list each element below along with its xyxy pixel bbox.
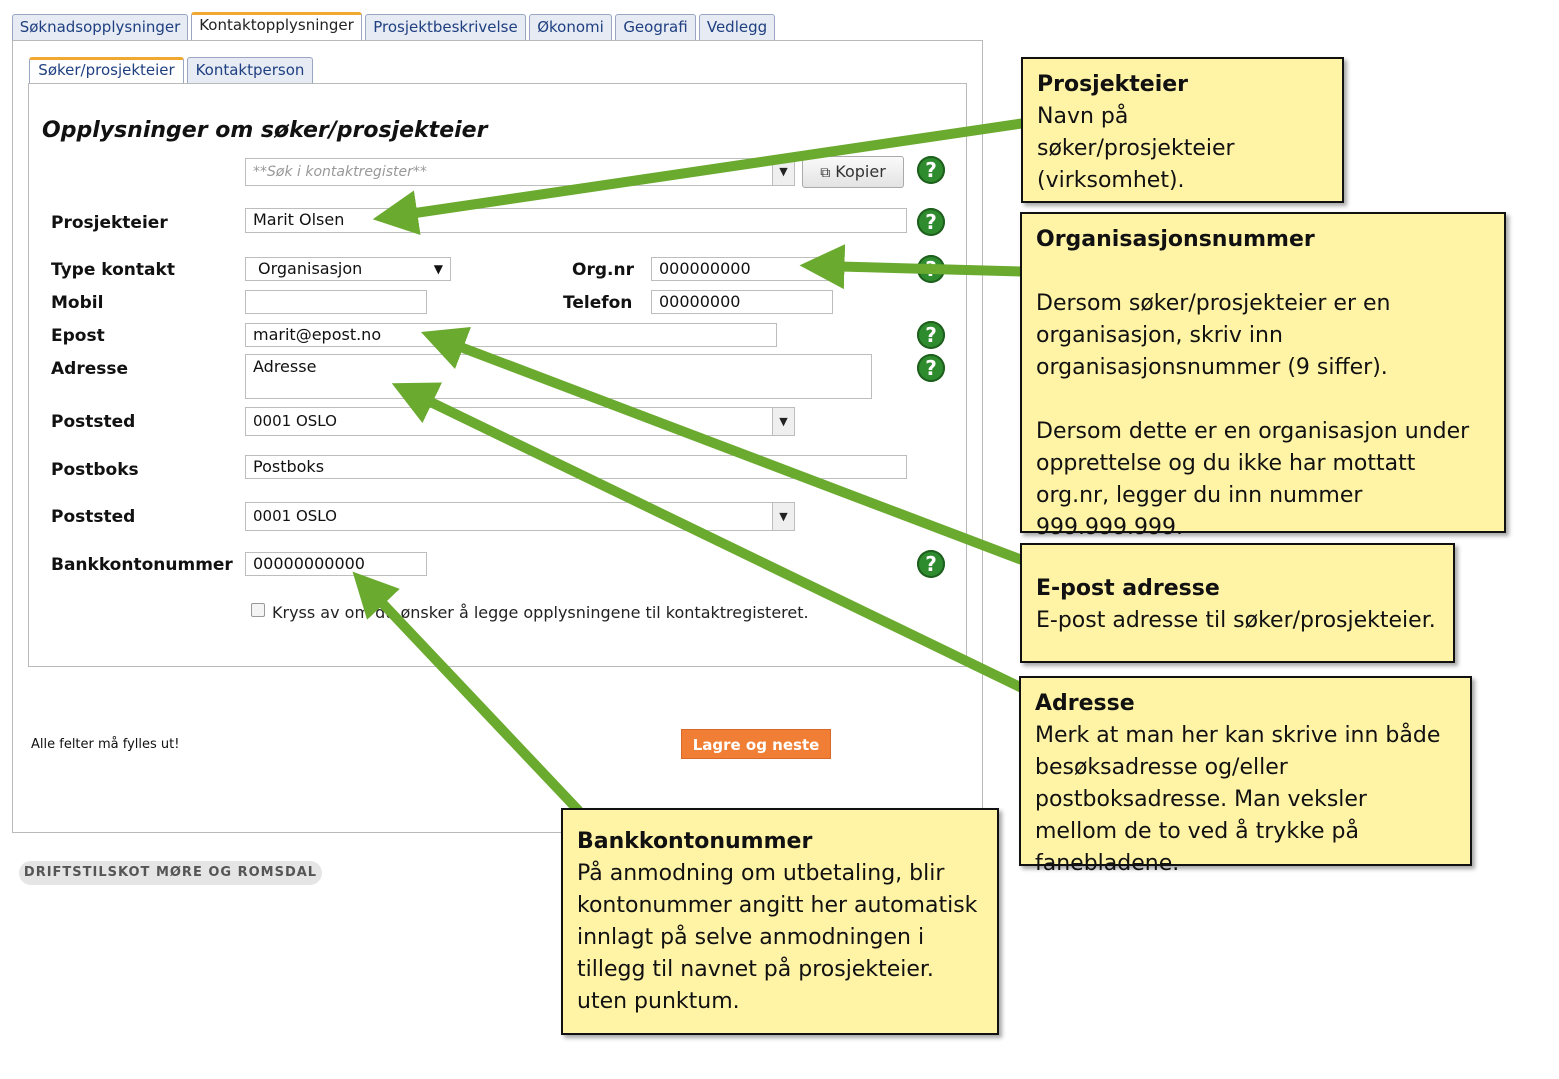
callout-title: Bankkontonummer [577,829,813,854]
epost-input[interactable]: marit@epost.no [245,323,777,347]
tab-kontaktopplysninger[interactable]: Kontaktopplysninger [191,12,362,40]
telefon-input[interactable]: 00000000 [651,290,833,314]
poststed-value: 0001 OSLO [253,507,337,525]
prosjekteier-input[interactable]: Marit Olsen [245,208,907,233]
poststed-label: Poststed [51,507,136,527]
search-placeholder: **Søk i kontaktregister** [253,164,427,180]
callout-body: E-post adresse til søker/prosjekteier. [1036,608,1436,633]
chevron-down-icon[interactable]: ▼ [772,408,794,435]
callout-body: Dersom dette er en organisasjon under opprettelse og du ikke har mottatt org.nr, legger du inn nummer 999.999.999. [1036,419,1470,540]
tab-okonomi[interactable]: Økonomi [529,14,612,40]
bankkonto-input[interactable]: 00000000000 [245,552,427,576]
tab-vedlegg[interactable]: Vedlegg [699,14,775,40]
prosjekteier-label: Prosjekteier [51,213,168,233]
epost-label: Epost [51,326,105,346]
callout-title: Prosjekteier [1037,72,1189,97]
callout-bankkonto [561,808,999,1035]
help-icon[interactable]: ? [917,208,945,236]
save-next-button[interactable]: Lagre og neste [681,729,831,759]
callout-orgnr [1020,212,1506,540]
copy-button-label: Kopier [835,162,886,181]
poststed-value: 0001 OSLO [253,412,337,430]
poststed-label: Poststed [51,412,136,432]
callout-title: Organisasjonsnummer [1036,227,1315,252]
footer-badge: DRIFTSTILSKOT MØRE OG ROMSDAL [19,861,322,885]
tab-prosjektbeskrivelse[interactable]: Prosjektbeskrivelse [365,14,526,40]
poststed-select[interactable] [245,502,795,531]
callout-title: E-post adresse [1036,576,1220,601]
copy-button[interactable] [802,156,904,188]
callout-body: Merk at man her kan skrive inn både besøksadresse og/eller postboksadresse. Man veksler mellom de to ved å trykke på fanebladene. [1035,723,1441,876]
callout-body: På anmodning om utbetaling, blir kontonummer angitt her automatisk innlagt på selve anmodningen i tillegg til navnet på prosjekteier. uten punktum. [577,861,978,1014]
callout-prosjekteier [1021,57,1344,203]
adresse-textarea[interactable]: Adresse [245,354,872,399]
help-icon[interactable]: ? [917,156,945,184]
subtab-soker-prosjekteier[interactable]: Søker/prosjekteier [29,57,184,83]
callout-epost [1020,543,1455,663]
orgnr-label: Org.nr [572,260,634,280]
tab-soknadsopplysninger[interactable]: Søknadsopplysninger [12,14,188,40]
postboks-label: Postboks [51,460,139,480]
mobil-input[interactable] [245,290,427,314]
subtab-kontaktperson[interactable]: Kontaktperson [187,57,313,83]
type-kontakt-label: Type kontakt [51,260,175,280]
adresse-label: Adresse [51,359,129,379]
callout-adresse [1019,676,1472,876]
bankkonto-label: Bankkontonummer [51,555,233,575]
mobil-label: Mobil [51,293,104,313]
telefon-label: Telefon [563,293,633,313]
add-to-register-checkbox[interactable] [251,603,265,617]
tab-geografi[interactable]: Geografi [615,14,696,40]
callout-body: Navn på søker/prosjekteier (virksomhet). [1037,104,1235,193]
help-icon[interactable]: ? [917,550,945,578]
copy-icon: ⧉ [820,165,831,181]
postboks-input[interactable]: Postboks [245,455,907,479]
callout-title: Adresse [1035,691,1135,716]
type-kontakt-value: Organisasjon [258,259,363,278]
page-title: Opplysninger om søker/prosjekteier [42,118,488,143]
help-icon[interactable]: ? [917,321,945,349]
required-note: Alle felter må fylles ut! [31,737,180,752]
contact-search-select[interactable] [245,158,795,186]
chevron-down-icon[interactable]: ▼ [772,159,794,185]
help-icon[interactable]: ? [917,255,945,283]
orgnr-input[interactable]: 000000000 [651,257,831,281]
help-icon[interactable]: ? [917,354,945,382]
callout-body: Dersom søker/prosjekteier er en organisasjon, skriv inn organisasjonsnummer (9 siffer). [1036,291,1391,380]
poststed-select[interactable] [245,407,795,436]
checkbox-label: Kryss av om du ønsker å legge opplysningene til kontaktregisteret. [272,603,809,622]
chevron-down-icon[interactable]: ▼ [772,503,794,530]
chevron-down-icon: ▼ [433,262,443,276]
type-kontakt-select[interactable] [245,257,451,281]
